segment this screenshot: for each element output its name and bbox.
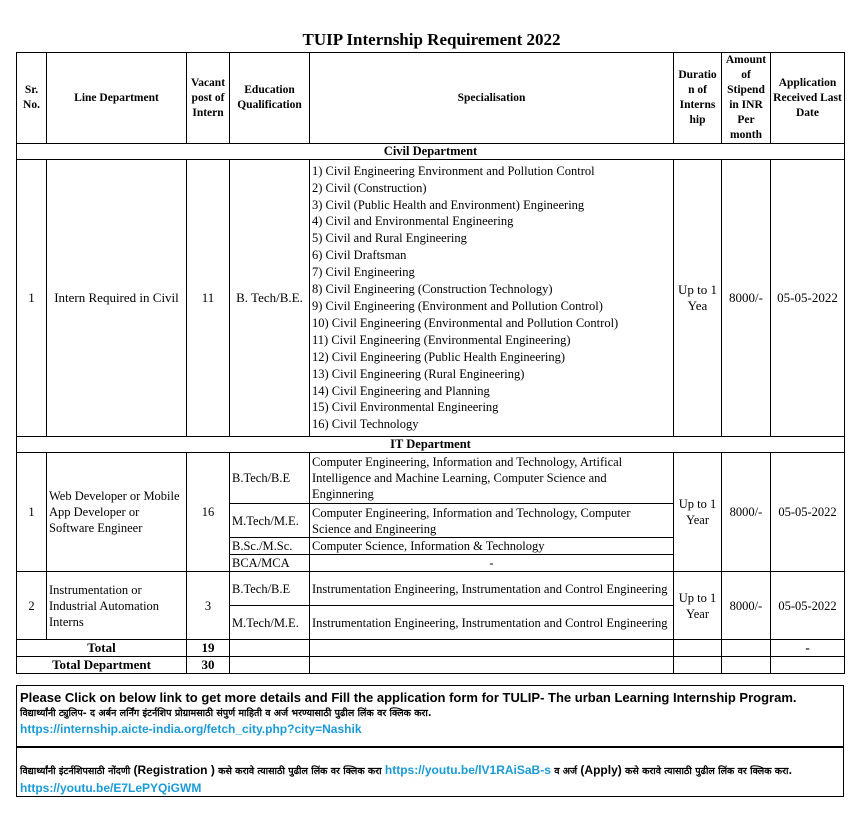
spec-item: 6) Civil Draftsman: [312, 248, 407, 263]
it-row1-dept: Web Developer or Mobile App Developer or Software Engineer: [47, 453, 187, 572]
civil-lastdate: 05-05-2022: [771, 160, 845, 437]
total-label: Total: [17, 640, 187, 657]
it-row1-sr: 1: [17, 453, 47, 572]
footer-registration: [16, 747, 844, 797]
it-row1-edu: BCA/MCA: [230, 555, 310, 572]
it-row1-edu: B.Tech/B.E: [230, 453, 310, 504]
it-row2-vacant: 3: [187, 572, 230, 640]
header-vacant: Vacant post of Intern: [187, 53, 230, 144]
reg-keyword: (Registration ): [133, 763, 215, 777]
it-row1-vacant: 16: [187, 453, 230, 572]
apply-keyword: (Apply): [580, 763, 622, 777]
footer-english: Please Click on below link to get more details and Fill the application form for TULIP- The urban Learning Internship Program.: [20, 690, 797, 705]
reg-text-3: व अर्ज: [550, 766, 581, 777]
civil-heading: Civil Department: [17, 144, 845, 160]
spec-item: 15) Civil Environmental Engineering: [312, 400, 499, 415]
spec-item: 2) Civil (Construction): [312, 180, 427, 195]
civil-duration: Up to 1 Yea: [674, 160, 722, 437]
apply-video-link[interactable]: https://youtu.be/E7LePYQiGWM: [20, 781, 202, 795]
it-row1-edu: B.Sc./M.Sc.: [230, 538, 310, 555]
header-stipend: Amount of Stipend in INR Per month: [722, 53, 771, 144]
it-row1-spec: Computer Engineering, Information and Technology, Artifical Intelligence and Machine Learning, Computer Science and Enginnering: [310, 453, 674, 504]
total-dept-label: Total Department: [17, 657, 187, 674]
it-row2-sr: 2: [17, 572, 47, 640]
spec-item: 14) Civil Engineering and Planning: [312, 383, 490, 398]
header-dept: Line Department: [47, 53, 187, 144]
reg-text-4: कसे करावे त्यासाठी पुढील लिंक वर क्लिक करा.: [621, 766, 793, 777]
footer-marathi: विद्यार्थ्यांनी ट्युलिप- द अर्बन लर्निंग इंटर्नशिप प्रोग्रामसाठी संपुर्ण माहिती व अर्ज भरण्यासाठी पुढील लिंक वर क्लिक करा.: [20, 708, 432, 719]
registration-video-link[interactable]: https://youtu.be/lV1RAiSaB-s: [384, 763, 551, 777]
it-row2-stipend: 8000/-: [722, 572, 771, 640]
civil-stipend: 8000/-: [722, 160, 771, 437]
spec-item: 10) Civil Engineering (Environmental and Pollution Control): [312, 315, 619, 330]
header-spec: Specialisation: [310, 53, 674, 144]
it-row1-lastdate: 05-05-2022: [771, 453, 845, 572]
spec-item: 16) Civil Technology: [312, 417, 419, 432]
civil-specs: [310, 160, 674, 437]
footer-info: [16, 685, 844, 747]
it-heading: IT Department: [17, 437, 845, 453]
spec-item: 3) Civil (Public Health and Environment) Engineering: [312, 197, 585, 212]
civil-dept: Intern Required in Civil: [47, 160, 187, 437]
header-edu: Education Qualification: [230, 53, 310, 144]
spec-item: 11) Civil Engineering (Environmental Engineering): [312, 332, 571, 347]
it-row1-spec: -: [310, 555, 674, 572]
spec-item: 12) Civil Engineering (Public Health Engineering): [312, 349, 566, 364]
it-row1-stipend: 8000/-: [722, 453, 771, 572]
total-value: 19: [187, 640, 230, 657]
it-row1-duration: Up to 1 Year: [674, 453, 722, 572]
document-title: TUIP Internship Requirement 2022: [302, 30, 561, 49]
spec-item: 1) Civil Engineering Environment and Pollution Control: [312, 163, 595, 178]
it-row2-edu: M.Tech/M.E.: [230, 606, 310, 640]
it-row2-spec: Instrumentation Engineering, Instrumentation and Control Engineering: [310, 606, 674, 640]
spec-item: 5) Civil and Rural Engineering: [312, 231, 467, 246]
it-row2-spec: Instrumentation Engineering, Instrumentation and Control Engineering: [310, 572, 674, 606]
total-lastdate: -: [771, 640, 845, 657]
it-row1-spec: Computer Science, Information & Technology: [310, 538, 674, 555]
it-row2-duration: Up to 1 Year: [674, 572, 722, 640]
total-dept-value: 30: [187, 657, 230, 674]
it-row1-spec: Computer Engineering, Information and Technology, Computer Science and Engineering: [310, 504, 674, 538]
it-row2-edu: B.Tech/B.E: [230, 572, 310, 606]
header-lastdate: Application Received Last Date: [771, 53, 845, 144]
application-link[interactable]: https://internship.aicte-india.org/fetch_city.php?city=Nashik: [20, 722, 362, 736]
internship-table: [16, 52, 845, 674]
civil-sr: 1: [17, 160, 47, 437]
header-duration: Duratio n of Interns hip: [674, 53, 722, 144]
spec-item: 9) Civil Engineering (Environment and Pollution Control): [312, 299, 603, 313]
civil-row: [17, 160, 845, 437]
spec-item: 4) Civil and Environmental Engineering: [312, 214, 514, 229]
it-row2-lastdate: 05-05-2022: [771, 572, 845, 640]
spec-item: 13) Civil Engineering (Rural Engineering): [312, 366, 525, 381]
it-row2-dept: Instrumentation or Industrial Automation Interns: [47, 572, 187, 640]
civil-edu: B. Tech/B.E.: [230, 160, 310, 437]
reg-text-2: कसे करावे त्यासाठी पुढील लिंक वर क्लिक करा: [214, 766, 385, 777]
it-row1-edu: M.Tech/M.E.: [230, 504, 310, 538]
spec-item: 7) Civil Engineering: [312, 265, 415, 280]
header-row: [17, 53, 845, 144]
civil-vacant: 11: [187, 160, 230, 437]
reg-text-1: विद्यार्थ्यांनी इंटर्नशिपसाठी नोंदणी: [20, 766, 134, 777]
header-sr: Sr. No.: [17, 53, 47, 144]
spec-item: 8) Civil Engineering (Construction Technology): [312, 282, 553, 297]
